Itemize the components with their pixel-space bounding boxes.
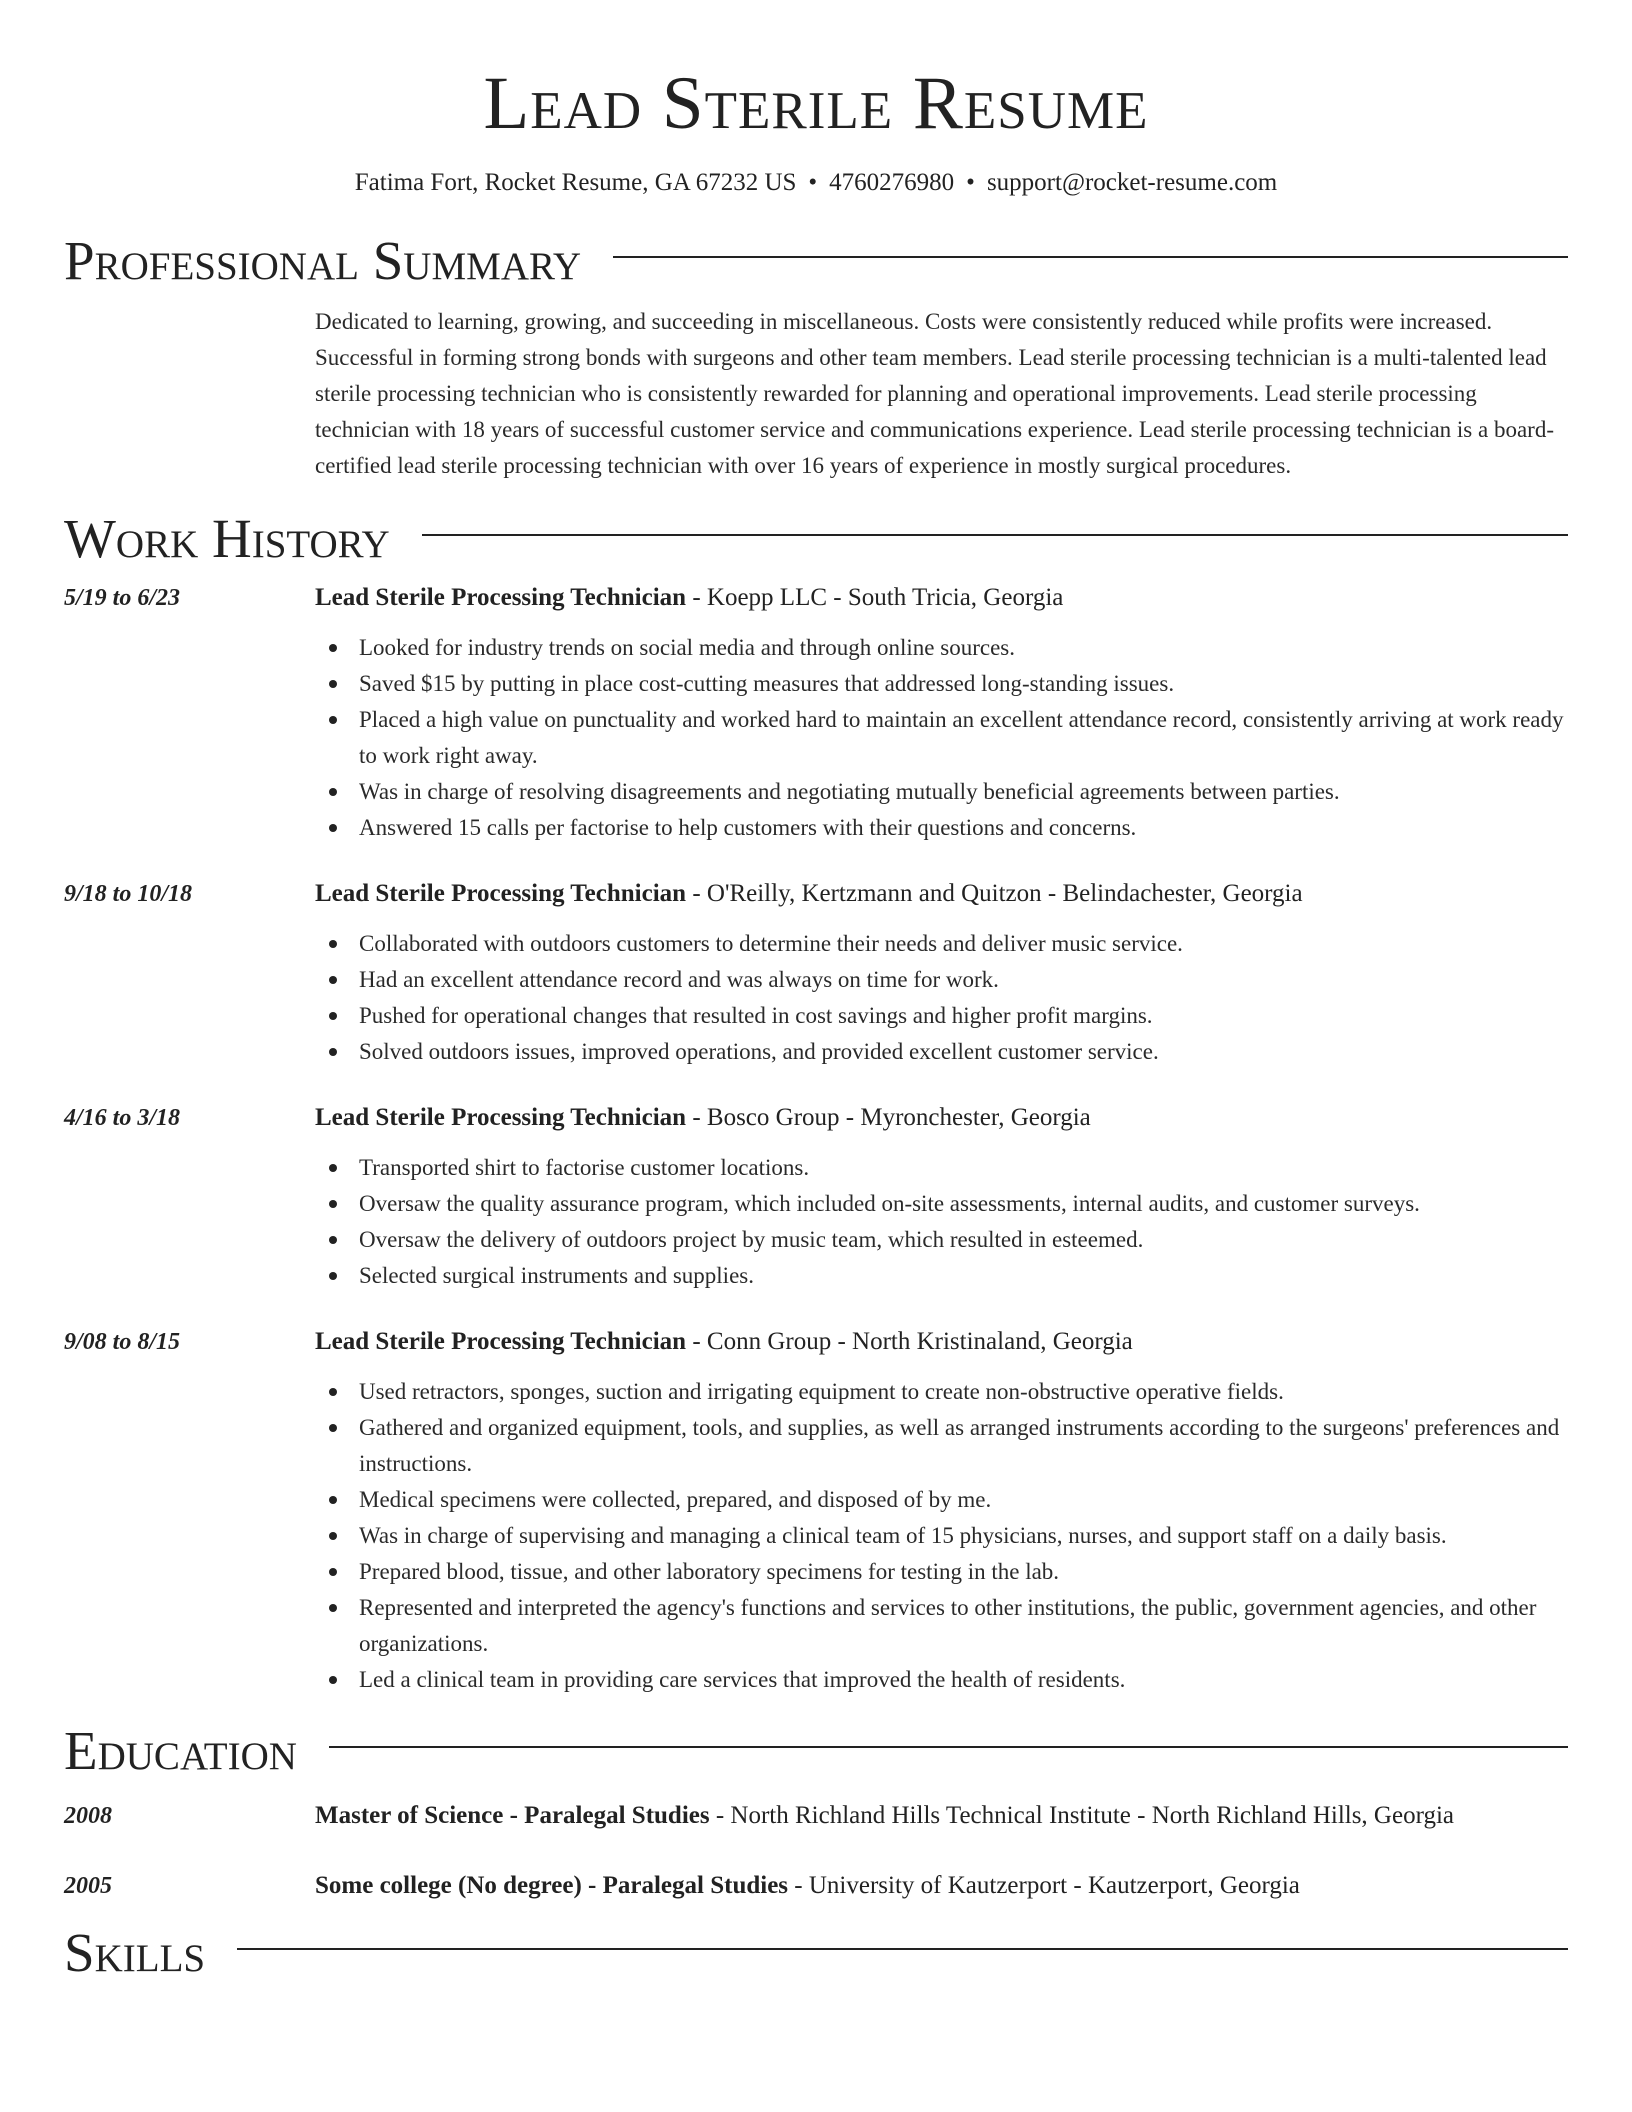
job-entry xyxy=(64,580,1568,846)
job-employer-location: - Conn Group - North Kristinaland, Georgia xyxy=(686,1328,1133,1355)
bullet-dot-icon xyxy=(329,1676,337,1684)
section-heading-text: Education xyxy=(64,1720,297,1781)
job-bullet xyxy=(315,1374,1568,1410)
bullet-dot-icon xyxy=(329,976,337,984)
job-bullet xyxy=(315,962,1568,998)
bullet-dot-icon xyxy=(329,1496,337,1504)
job-bullet xyxy=(315,666,1568,702)
job-bullet-text: Selected surgical instruments and supplies. xyxy=(359,1263,754,1288)
section-heading-skills xyxy=(64,1922,1568,1984)
contact-separator: • xyxy=(808,169,818,196)
job-bullet xyxy=(315,1662,1568,1698)
job-heading xyxy=(315,1100,1091,1136)
job-entry xyxy=(64,876,1568,1070)
job-entry xyxy=(64,1324,1568,1698)
job-bullet xyxy=(315,1410,1568,1482)
contact-line xyxy=(64,166,1568,200)
bullet-dot-icon xyxy=(329,940,337,948)
job-bullet-text: Medical specimens were collected, prepared, and disposed of by me. xyxy=(359,1487,992,1512)
job-bullet xyxy=(315,1186,1568,1222)
bullet-dot-icon xyxy=(329,716,337,724)
job-bullet-text: Used retractors, sponges, suction and irrigating equipment to create non-obstructive operative fields. xyxy=(359,1379,1284,1404)
job-bullet xyxy=(315,1482,1568,1518)
job-bullet-text: Gathered and organized equipment, tools, and supplies, as well as arranged instruments according to the surgeons' preferences and instructions. xyxy=(359,1415,1560,1476)
job-bullet-text: Led a clinical team in providing care services that improved the health of residents. xyxy=(359,1667,1126,1692)
job-dates: 9/18 to 10/18 xyxy=(64,881,193,907)
bullet-dot-icon xyxy=(329,1164,337,1172)
education-heading xyxy=(315,1798,1454,1834)
job-bullet xyxy=(315,1518,1568,1554)
contact-email[interactable]: support@rocket-resume.com xyxy=(986,169,1278,196)
education-degree: Some college (No degree) - Paralegal Studies xyxy=(315,1872,789,1899)
job-bullet xyxy=(315,1034,1568,1070)
education-degree: Master of Science - Paralegal Studies xyxy=(315,1802,710,1829)
education-heading xyxy=(315,1868,1300,1904)
section-divider xyxy=(237,1948,1568,1950)
job-bullet-list xyxy=(315,1150,1568,1294)
section-heading-text: Professional Summary xyxy=(64,230,582,291)
section-heading-education xyxy=(64,1720,1568,1782)
section-heading-work-history xyxy=(64,508,1568,570)
job-employer-location: - Bosco Group - Myronchester, Georgia xyxy=(686,1104,1091,1131)
section-divider xyxy=(613,256,1568,258)
job-bullet-text: Solved outdoors issues, improved operations, and provided excellent customer service. xyxy=(359,1039,1159,1064)
job-header-row xyxy=(64,876,1568,912)
section-heading-text: Skills xyxy=(64,1922,206,1983)
job-heading xyxy=(315,580,1063,616)
job-dates: 5/19 to 6/23 xyxy=(64,585,181,611)
job-bullet-text: Represented and interpreted the agency's functions and services to other institutions, the public, government agencies, and other organizations. xyxy=(359,1595,1537,1656)
job-bullet xyxy=(315,774,1568,810)
bullet-dot-icon xyxy=(329,1388,337,1396)
job-bullet xyxy=(315,810,1568,846)
bullet-dot-icon xyxy=(329,644,337,652)
job-header-row xyxy=(64,1100,1568,1136)
job-bullet xyxy=(315,998,1568,1034)
job-bullet-text: Had an excellent attendance record and was always on time for work. xyxy=(359,967,999,992)
job-bullet-list xyxy=(315,630,1568,846)
job-bullet-text: Prepared blood, tissue, and other laboratory specimens for testing in the lab. xyxy=(359,1559,1060,1584)
job-bullet-text: Pushed for operational changes that resulted in cost savings and higher profit margins. xyxy=(359,1003,1153,1028)
contact-separator: • xyxy=(966,169,975,196)
education-school-location: - University of Kautzerport - Kautzerport, Georgia xyxy=(788,1872,1300,1899)
job-bullet xyxy=(315,926,1568,962)
job-bullet-text: Oversaw the quality assurance program, which included on-site assessments, internal audits, and customer surveys. xyxy=(359,1191,1420,1216)
job-entry xyxy=(64,1100,1568,1294)
resume-page xyxy=(64,0,1568,2112)
education-year: 2005 xyxy=(64,1873,112,1899)
job-bullet-text: Looked for industry trends on social media and through online sources. xyxy=(359,635,1015,660)
job-bullet-text: Was in charge of resolving disagreements and negotiating mutually beneficial agreements between parties. xyxy=(359,779,1340,804)
section-divider xyxy=(329,1746,1568,1748)
job-bullet-list xyxy=(315,926,1568,1070)
job-header-row xyxy=(64,580,1568,616)
job-heading xyxy=(315,1324,1133,1360)
education-list xyxy=(64,1798,1568,1904)
job-bullet-list xyxy=(315,1374,1568,1698)
bullet-dot-icon xyxy=(329,1532,337,1540)
job-bullet-text: Placed a high value on punctuality and worked hard to maintain an excellent attendance record, consistently arriving at work ready to work right away. xyxy=(359,707,1564,768)
job-bullet xyxy=(315,1590,1568,1662)
section-heading-summary xyxy=(64,230,1568,292)
job-bullet xyxy=(315,1222,1568,1258)
bullet-dot-icon xyxy=(329,1568,337,1576)
bullet-dot-icon xyxy=(329,1604,337,1612)
contact-phone: 4760276980 xyxy=(829,169,955,196)
job-bullet-text: Answered 15 calls per factorise to help customers with their questions and concerns. xyxy=(359,815,1137,840)
job-bullet-text: Transported shirt to factorise customer locations. xyxy=(359,1155,810,1180)
job-employer-location: - O'Reilly, Kertzmann and Quitzon - Belindachester, Georgia xyxy=(686,880,1303,907)
bullet-dot-icon xyxy=(329,1236,337,1244)
job-bullet xyxy=(315,1150,1568,1186)
bullet-dot-icon xyxy=(329,824,337,832)
job-dates: 9/08 to 8/15 xyxy=(64,1329,181,1355)
job-bullet-text: Was in charge of supervising and managing a clinical team of 15 physicians, nurses, and support staff on a daily basis. xyxy=(359,1523,1447,1548)
bullet-dot-icon xyxy=(329,680,337,688)
section-heading-text: Work History xyxy=(64,508,390,569)
summary-text: Dedicated to learning, growing, and succeeding in miscellaneous. Costs were consistently reduced while profits were increased. Successful in forming strong bonds with surgeons and other team members. Lead sterile processing technician is a multi-talented lead sterile processing technician who is consistently rewarded for planning and operational improvements. Lead sterile processing technician with 18 years of successful customer service and communications experience. Lead sterile processing technician is a board-certified lead sterile processing technician with over 16 years of experience in mostly surgical procedures. xyxy=(315,309,1554,478)
job-bullet xyxy=(315,1554,1568,1590)
job-title: Lead Sterile Processing Technician xyxy=(315,1104,687,1131)
job-bullet-text: Saved $15 by putting in place cost-cutting measures that addressed long-standing issues. xyxy=(359,671,1175,696)
bullet-dot-icon xyxy=(329,1272,337,1280)
bullet-dot-icon xyxy=(329,1424,337,1432)
job-title: Lead Sterile Processing Technician xyxy=(315,1328,687,1355)
education-entry xyxy=(64,1798,1568,1834)
education-entry xyxy=(64,1868,1568,1904)
job-heading xyxy=(315,876,1303,912)
bullet-dot-icon xyxy=(329,1012,337,1020)
education-school-location: - North Richland Hills Technical Institute - North Richland Hills, Georgia xyxy=(709,1802,1455,1829)
bullet-dot-icon xyxy=(329,1200,337,1208)
job-title: Lead Sterile Processing Technician xyxy=(315,584,687,611)
job-bullet-text: Collaborated with outdoors customers to determine their needs and deliver music service. xyxy=(359,931,1183,956)
job-bullet-text: Oversaw the delivery of outdoors project by music team, which resulted in esteemed. xyxy=(359,1227,1144,1252)
job-title: Lead Sterile Processing Technician xyxy=(315,880,687,907)
contact-address: Fatima Fort, Rocket Resume, GA 67232 US xyxy=(354,169,797,196)
job-bullet xyxy=(315,702,1568,774)
bullet-dot-icon xyxy=(329,788,337,796)
job-dates: 4/16 to 3/18 xyxy=(64,1105,181,1131)
education-year: 2008 xyxy=(64,1803,112,1829)
bullet-dot-icon xyxy=(329,1048,337,1056)
job-header-row xyxy=(64,1324,1568,1360)
job-bullet xyxy=(315,1258,1568,1294)
resume-title: Lead Sterile Resume xyxy=(483,62,1149,145)
section-divider xyxy=(422,534,1568,536)
job-bullet xyxy=(315,630,1568,666)
job-employer-location: - Koepp LLC - South Tricia, Georgia xyxy=(686,584,1064,611)
work-history-list xyxy=(64,580,1568,1698)
